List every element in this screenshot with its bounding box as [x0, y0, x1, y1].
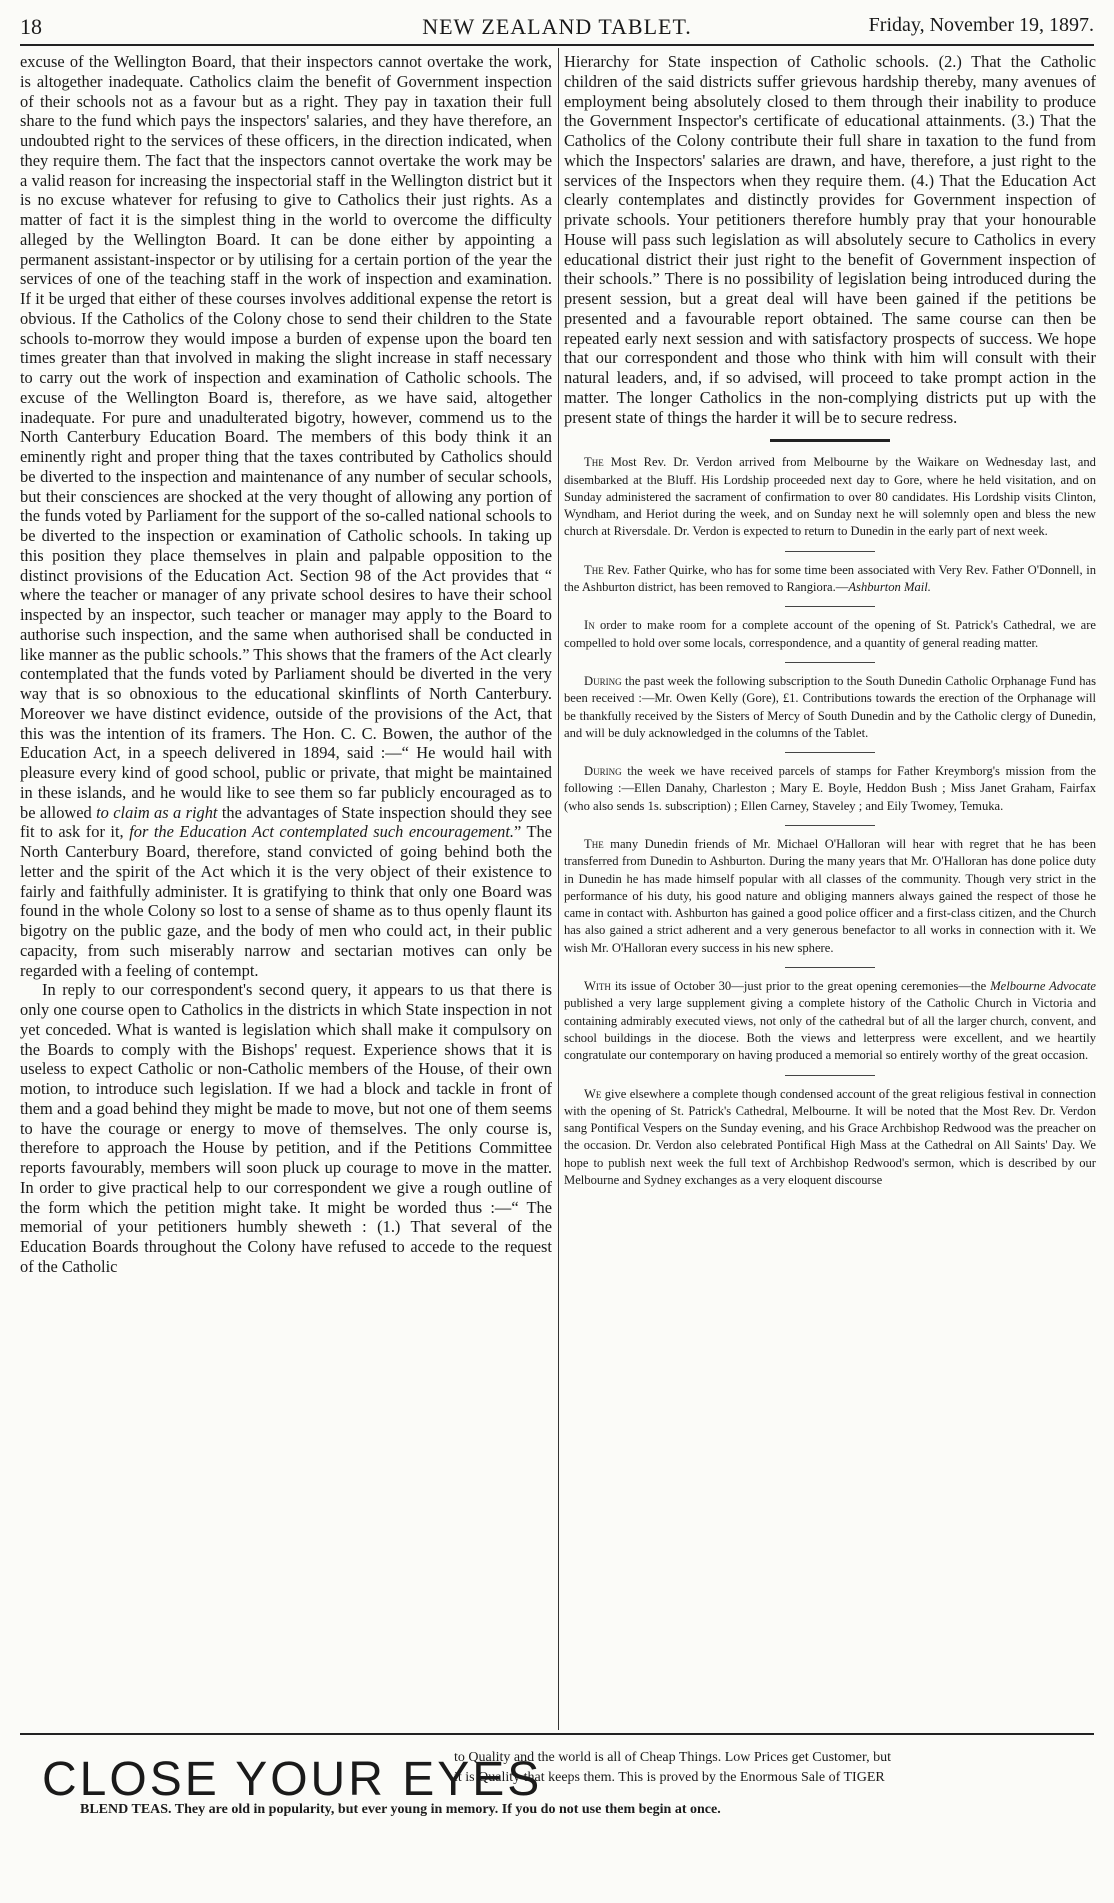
- news-item-text: its issue of October 30—just prior to the great opening ceremonies—the: [614, 979, 987, 994]
- news-item: [564, 617, 1096, 652]
- news-item-text-cont: published a very large supplement giving a complete history of the Catholic Church in Victoria and containing admirably executed views, not only of the cathedral but of all the larger church, convent, and school buildings in the diocese. Both the views and letterpress were excellent, and we heartily congratulate our contemporary on having produced a memorial so entirely worthy of the great occasion.: [564, 996, 1096, 1063]
- item-separator: [785, 662, 875, 663]
- editorial-text-1b: the advantages of State inspection should they see fit to ask for it,: [20, 802, 552, 842]
- news-item-lead: We: [584, 1086, 602, 1101]
- tea-advertisement: [20, 1740, 1094, 1890]
- news-item: [564, 454, 1096, 540]
- page-header: [20, 8, 1094, 42]
- news-item: [564, 562, 1096, 597]
- news-item: [564, 978, 1096, 1064]
- item-separator: [785, 967, 875, 968]
- editorial-paragraph-1: [20, 52, 552, 980]
- editorial-italic-a: to claim as a right: [96, 802, 218, 822]
- news-item: [564, 1086, 1096, 1190]
- ad-text-line-3: BLEND TEAS. They are old in popularity, but ever young in memory. If you do not use them begin at once.: [80, 1802, 721, 1817]
- editorial-paragraph-2: In reply to our correspondent's second query, it appears to us that there is only one course open to Catholics in the districts in which State inspection in not yet conceded. What is wanted is legislation which shall make it compulsory on the Boards to comply with the Bishops' request. Experience shows that it is useless to expect Catholic or non-Catholic members of the House, of their own motion, to introduce such legislation. If we had a block and tackle in front of them and a goad behind they might be made to move, but not one of them seems to have the courage or energy to move of themselves. The only course is, therefore to approach the House by petition, and if the Petitions Committee reports favourably, members will soon pluck up courage to move in the matter. In order to give practical help to our correspondent we give a rough outline of the form which the petition might take. It might be worded thus :—“ The memorial of your petitioners humbly sheweth : (1.) That several of the Education Boards throughout the Colony have refused to accede to the request of the Catholic: [20, 980, 552, 1276]
- advertisement-rule: [20, 1733, 1094, 1735]
- ad-headline: CLOSE YOUR EYES: [42, 1753, 543, 1806]
- editorial-text-1a: excuse of the Wellington Board, that their inspectors cannot overtake the work, is altogether inadequate. Catholics claim the benefit of Government inspection of their schools not as a favour but as a right. They pay in taxation their full share to the fund which pays the inspectors' salaries, and they have therefore, an undoubted right to the services of these officers, in the direction indicated, when they require them. The fact that the inspectors cannot overtake the work may be a valid reason for increasing the inspectorial staff in the Wellington district but it is no excuse whatever for refusing to give to Catholics their just rights. As a matter of fact it is the simplest thing in the world to overcome the difficulty alleged by the Wellington Board. It can be done either by appointing a permanent assistant-inspector or by utilising for a certain portion of the year the services of one of the teaching staff in the work of inspection and examination. If it be urged that either of these courses involves additional expense the retort is obvious. If the Catholics of the Colony chose to send their children to the State schools to-morrow they would impose a burden of expense upon the board ten times greater than that involved in making the slight increase in staff necessary to carry out the work of inspection and examination of Catholic schools. The excuse of the Wellington Board is, therefore, as we have said, altogether inadequate. For pure and unadulterated bigotry, however, commend us to the North Canterbury Education Board. The members of this body think it an eminently right and proper thing that the taxes contributed by Catholics should be diverted to the inspection and maintenance of any number of secular schools, but their consciences are shocked at the very thought of allowing any portion of the funds voted by Parliament for the support of the so-called national schools to be diverted to the inspection or examination of Catholic schools. In taking up this position they place themselves in plain and palpable opposition to the distinct provisions of the Education Act. Section 98 of the Act provides that “ where the teacher or manager of any private school desires to have their school inspected by an inspector, such teacher or manager may apply to the Board to authorise such inspection, and the same when authorised shall be conducted in like manner as the public schools.” This shows that the framers of the Act clearly contemplated that the funds voted by Parliament should be diverted in the very way that is so obnoxious to the educational skinflints of North Canterbury. Moreover we have distinct evidence, outside of the provisions of the Act, that this was the intention of its framers. The Hon. C. C. Bowen, the author of the Education Act, in a speech delivered in 1894, said :—“ He would hail with pleasure every kind of good school, public or private, that might be maintained in these islands, and he would like to see them so far publicly encouraged as to be allowed: [20, 52, 552, 822]
- page-number: 18: [20, 14, 42, 39]
- news-item-text: many Dunedin friends of Mr. Michael O'Halloran will hear with regret that he has been transferred from Dunedin to Ashburton. During the many years that Mr. O'Halloran has done police duty in Dunedin he has made himself popular with all classes of the community. Though very strict in the performance of his duty, his good nature and obliging manners always gained the respect of those he came in contact with. Ashburton has gained a good police officer and a first-class citizen, and the Church has also gained a strict adherent and a very generous benefactor to all works in connection with it. We wish Mr. O'Halloran every success in his new sphere.: [564, 837, 1096, 955]
- news-notes: [564, 454, 1096, 1189]
- item-separator: [785, 825, 875, 826]
- news-item-lead: During: [584, 764, 622, 779]
- item-separator: [785, 551, 875, 552]
- news-item-text: the week we have received parcels of stamps for Father Kreymborg's mission from the following :—Ellen Danahy, Charleston ; Mary E. Boyle, Heddon Bush ; Miss Janet Graham, Fairfax (who also sends 1s. subscription) ; Ellen Carney, Staveley ; and Eily Twomey, Temuka.: [564, 764, 1096, 813]
- section-rule: [770, 439, 890, 442]
- news-item-text: the past week the following subscription to the South Dunedin Catholic Orphanage Fund has been received :—Mr. Owen Kelly (Gore), £1. Contributions towards the erection of the Orphanage will be thankfully received by the Sisters of Mercy of South Dunedin and by the Catholic clergy of Dunedin, and will be duly acknowledged in the columns of the Tablet.: [564, 673, 1096, 740]
- left-column: [20, 52, 552, 1727]
- news-item: [564, 673, 1096, 742]
- editorial-italic-b: for the Education Act contemplated such encouragement.: [129, 822, 514, 842]
- news-item-source: Ashburton Mail.: [848, 580, 931, 595]
- editorial-continuation: Hierarchy for State inspection of Catholic schools. (2.) That the Catholic children of the said districts suffer grievous hardship thereby, many avenues of employment being absolutely closed to them through their inability to produce the Government Inspector's certificate of educational attainments. (3.) That the Catholics of the Colony contribute their full share in taxation to the fund from which the Inspectors' salaries are drawn, and have, therefore, a just right to the services of the Inspectors when they require them. (4.) That the Education Act clearly contemplates and distinctly provides for Government inspection of private schools. Your petitioners therefore humbly pray that your honourable House will pass such legislation as will absolutely secure to Catholics in every educational district their just right to the benefit of Government inspection of their schools.” There is no possibility of legislation being introduced during the present session, but a great deal will have been gained if the petitions be presented and a favourable report obtained. The same course can then be repeated early next session and with satisfactory prospects of success. We hope that our correspondent and those who think with him will consult with their natural leaders, and, if so advised, will proceed to take prompt action in the matter. The longer Catholics in the non-complying districts put up with the present state of things the harder it will be to secure redress.: [564, 52, 1096, 427]
- news-item-text: give elsewhere a complete though condensed account of the great religious festival in connection with the opening of St. Patrick's Cathedral, Melbourne. It will be noted that the Most Rev. Dr. Verdon sang Pontifical Vespers on the Sunday evening, and his Grace Archbishop Redwood was the preacher on the occasion. Dr. Verdon also celebrated Pontifical High Mass at the Cathedral on All Saints' Day. We hope to publish next week the full text of Archbishop Redwood's sermon, which is described by our Melbourne and Sydney exchanges as a very eloquent discourse: [564, 1086, 1096, 1188]
- news-item-lead: During: [584, 673, 622, 688]
- issue-date: Friday, November 19, 1897.: [868, 14, 1094, 36]
- ad-text-line-1: to Quality and the world is all of Cheap Things. Low Prices get Customer, but: [454, 1750, 892, 1765]
- news-item-lead: With: [584, 979, 611, 994]
- column-divider: [558, 48, 559, 1730]
- news-item-text: Rev. Father Quirke, who has for some time been associated with Very Rev. Father O'Donnell, in the Ashburton district, has been removed to Rangiora.—: [564, 562, 1096, 595]
- news-item-text: Most Rev. Dr. Verdon arrived from Melbourne by the Waikare on Wednesday last, and disembarked at the Bluff. His Lordship proceeded next day to Gore, where he held visitation, and on Sunday administered the sacrament of confirmation to over 80 candidates. His Lordship visits Clinton, Wyndham, and Heriot during the week, and on Sunday next he will solemnly open and bless the new church at Riversdale. Dr. Verdon is expected to return to Dunedin in the early part of next week.: [564, 455, 1096, 539]
- news-item-lead: The: [584, 455, 604, 470]
- ad-text-line-2: it is Quality that keeps them. This is proved by the Enormous Sale of TIGER: [454, 1770, 885, 1785]
- news-item-lead: The: [584, 837, 604, 851]
- news-item-text: order to make room for a complete account of the opening of St. Patrick's Cathedral, we are compelled to hold over some locals, correspondence, and a quantity of general reading matter.: [564, 618, 1096, 650]
- news-item-publication: Melbourne Advocate: [990, 979, 1096, 994]
- news-item: [564, 763, 1096, 815]
- item-separator: [785, 1075, 875, 1076]
- item-separator: [785, 606, 875, 607]
- news-item-lead: In: [584, 618, 595, 633]
- item-separator: [785, 752, 875, 753]
- masthead-title: NEW ZEALAND TABLET.: [422, 14, 692, 39]
- editorial-text-1c: ” The North Canterbury Board, therefore, stand convicted of going behind both the letter and the spirit of the Act which it is the very object of their existence to fairly and faithfully administer. It is gratifying to think that only one Board was found in the whole Colony so lost to a sense of shame as to thus openly flaunt its bigotry on the public gaze, and the body of men who could act, in their public capacity, from such miserably narrow and sectarian motives can only be regarded with a feeling of contempt.: [20, 822, 552, 980]
- news-item: [564, 836, 1096, 957]
- news-item-lead: The: [584, 562, 604, 577]
- right-column: [564, 52, 1096, 1727]
- header-rule: [20, 44, 1094, 46]
